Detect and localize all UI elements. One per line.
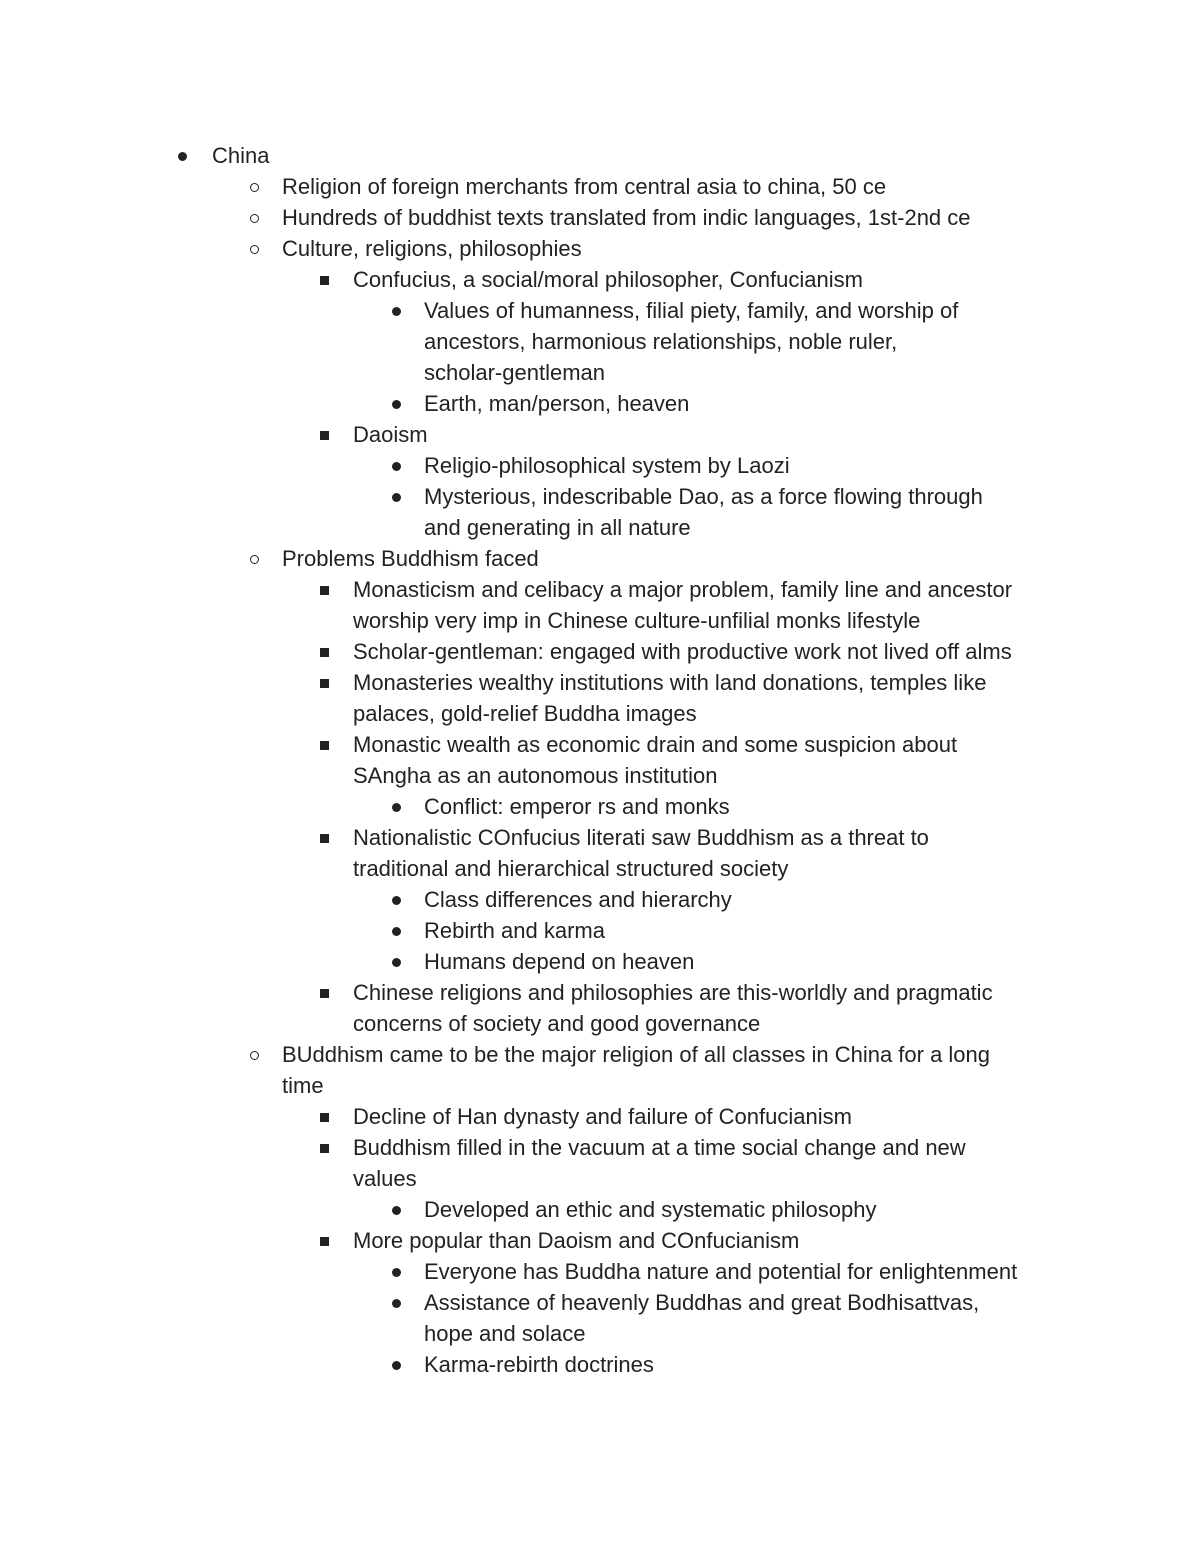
outline-item-text: Earth, man/person, heaven	[424, 391, 690, 416]
outline-item-text: ancestors, harmonious relationships, noble ruler,	[424, 329, 898, 354]
outline-item-text: Mysterious, indescribable Dao, as a force flowing through	[424, 484, 983, 509]
disc-bullet-icon	[392, 462, 401, 471]
disc-bullet-icon	[392, 307, 401, 316]
outline-item-text: Monastic wealth as economic drain and some suspicion about	[353, 732, 958, 757]
outline-item-text: Scholar-gentleman: engaged with productive work not lived off alms	[353, 639, 1012, 664]
disc-bullet-icon	[392, 1299, 401, 1308]
disc-bullet-icon	[392, 1206, 401, 1215]
outline-item-text: scholar-gentleman	[424, 360, 605, 385]
circle-bullet-icon	[250, 555, 259, 564]
square-bullet-icon	[320, 1113, 329, 1122]
square-bullet-icon	[320, 989, 329, 998]
circle-bullet-icon	[250, 1051, 259, 1060]
outline-item-text: China	[212, 143, 270, 168]
square-bullet-icon	[320, 586, 329, 595]
square-bullet-icon	[320, 1237, 329, 1246]
outline-item-text: Nationalistic COnfucius literati saw Buddhism as a threat to	[353, 825, 929, 850]
square-bullet-icon	[320, 1144, 329, 1153]
outline-item-text: Confucius, a social/moral philosopher, Confucianism	[353, 267, 863, 292]
disc-bullet-icon	[392, 803, 401, 812]
outline-item-text: Religio-philosophical system by Laozi	[424, 453, 790, 478]
outline-item-text: Class differences and hierarchy	[424, 887, 732, 912]
outline-item-text: Decline of Han dynasty and failure of Confucianism	[353, 1104, 852, 1129]
disc-bullet-icon	[392, 1361, 401, 1370]
circle-bullet-icon	[250, 245, 259, 254]
outline-item-text: worship very imp in Chinese culture-unfilial monks lifestyle	[353, 608, 921, 633]
outline-item-text: BUddhism came to be the major religion of all classes in China for a long	[282, 1042, 991, 1067]
outline-item-text: Buddhism filled in the vacuum at a time social change and new	[353, 1135, 966, 1160]
square-bullet-icon	[320, 276, 329, 285]
outline-item-text: Karma-rebirth doctrines	[424, 1352, 654, 1377]
outline-item-text: palaces, gold-relief Buddha images	[353, 701, 697, 726]
disc-bullet-icon	[392, 896, 401, 905]
circle-bullet-icon	[250, 183, 259, 192]
outline-item-text: Everyone has Buddha nature and potential for enlightenment	[424, 1259, 1018, 1284]
circle-bullet-icon	[250, 214, 259, 223]
disc-bullet-icon	[392, 400, 401, 409]
outline-item-text: Developed an ethic and systematic philosophy	[424, 1197, 877, 1222]
square-bullet-icon	[320, 431, 329, 440]
outline-item-text: time	[282, 1073, 324, 1098]
outline-item-text: Humans depend on heaven	[424, 949, 695, 974]
outline-item-text: Problems Buddhism faced	[282, 546, 539, 571]
outline-item-text: Religion of foreign merchants from central asia to china, 50 ce	[282, 174, 887, 199]
disc-bullet-icon	[178, 152, 187, 161]
outline-item-text: Rebirth and karma	[424, 918, 605, 943]
outline-item-text: values	[353, 1166, 417, 1191]
outline-item-text: concerns of society and good governance	[353, 1011, 761, 1036]
outline-item-text: Assistance of heavenly Buddhas and great Bodhisattvas,	[424, 1290, 980, 1315]
outline-item-text: Chinese religions and philosophies are this-worldly and pragmatic	[353, 980, 993, 1005]
outline-item-text: Values of humanness, filial piety, family, and worship of	[424, 298, 959, 323]
disc-bullet-icon	[392, 927, 401, 936]
outline-item-text: Conflict: emperor rs and monks	[424, 794, 730, 819]
outline-item-text: hope and solace	[424, 1321, 586, 1346]
disc-bullet-icon	[392, 1268, 401, 1277]
disc-bullet-icon	[392, 493, 401, 502]
square-bullet-icon	[320, 648, 329, 657]
outline-item-text: Culture, religions, philosophies	[282, 236, 582, 261]
disc-bullet-icon	[392, 958, 401, 967]
outline-item-text: Monasteries wealthy institutions with land donations, temples like	[353, 670, 987, 695]
outline-item-text: Monasticism and celibacy a major problem, family line and ancestor	[353, 577, 1013, 602]
outline-item-text: Daoism	[353, 422, 428, 447]
outline-item-text: Hundreds of buddhist texts translated from indic languages, 1st-2nd ce	[282, 205, 971, 230]
square-bullet-icon	[320, 834, 329, 843]
outline-item-text: and generating in all nature	[424, 515, 691, 540]
square-bullet-icon	[320, 741, 329, 750]
outline-item-text: SAngha as an autonomous institution	[353, 763, 718, 788]
outline-item-text: More popular than Daoism and COnfucianism	[353, 1228, 800, 1253]
outline-item-text: traditional and hierarchical structured society	[353, 856, 789, 881]
square-bullet-icon	[320, 679, 329, 688]
